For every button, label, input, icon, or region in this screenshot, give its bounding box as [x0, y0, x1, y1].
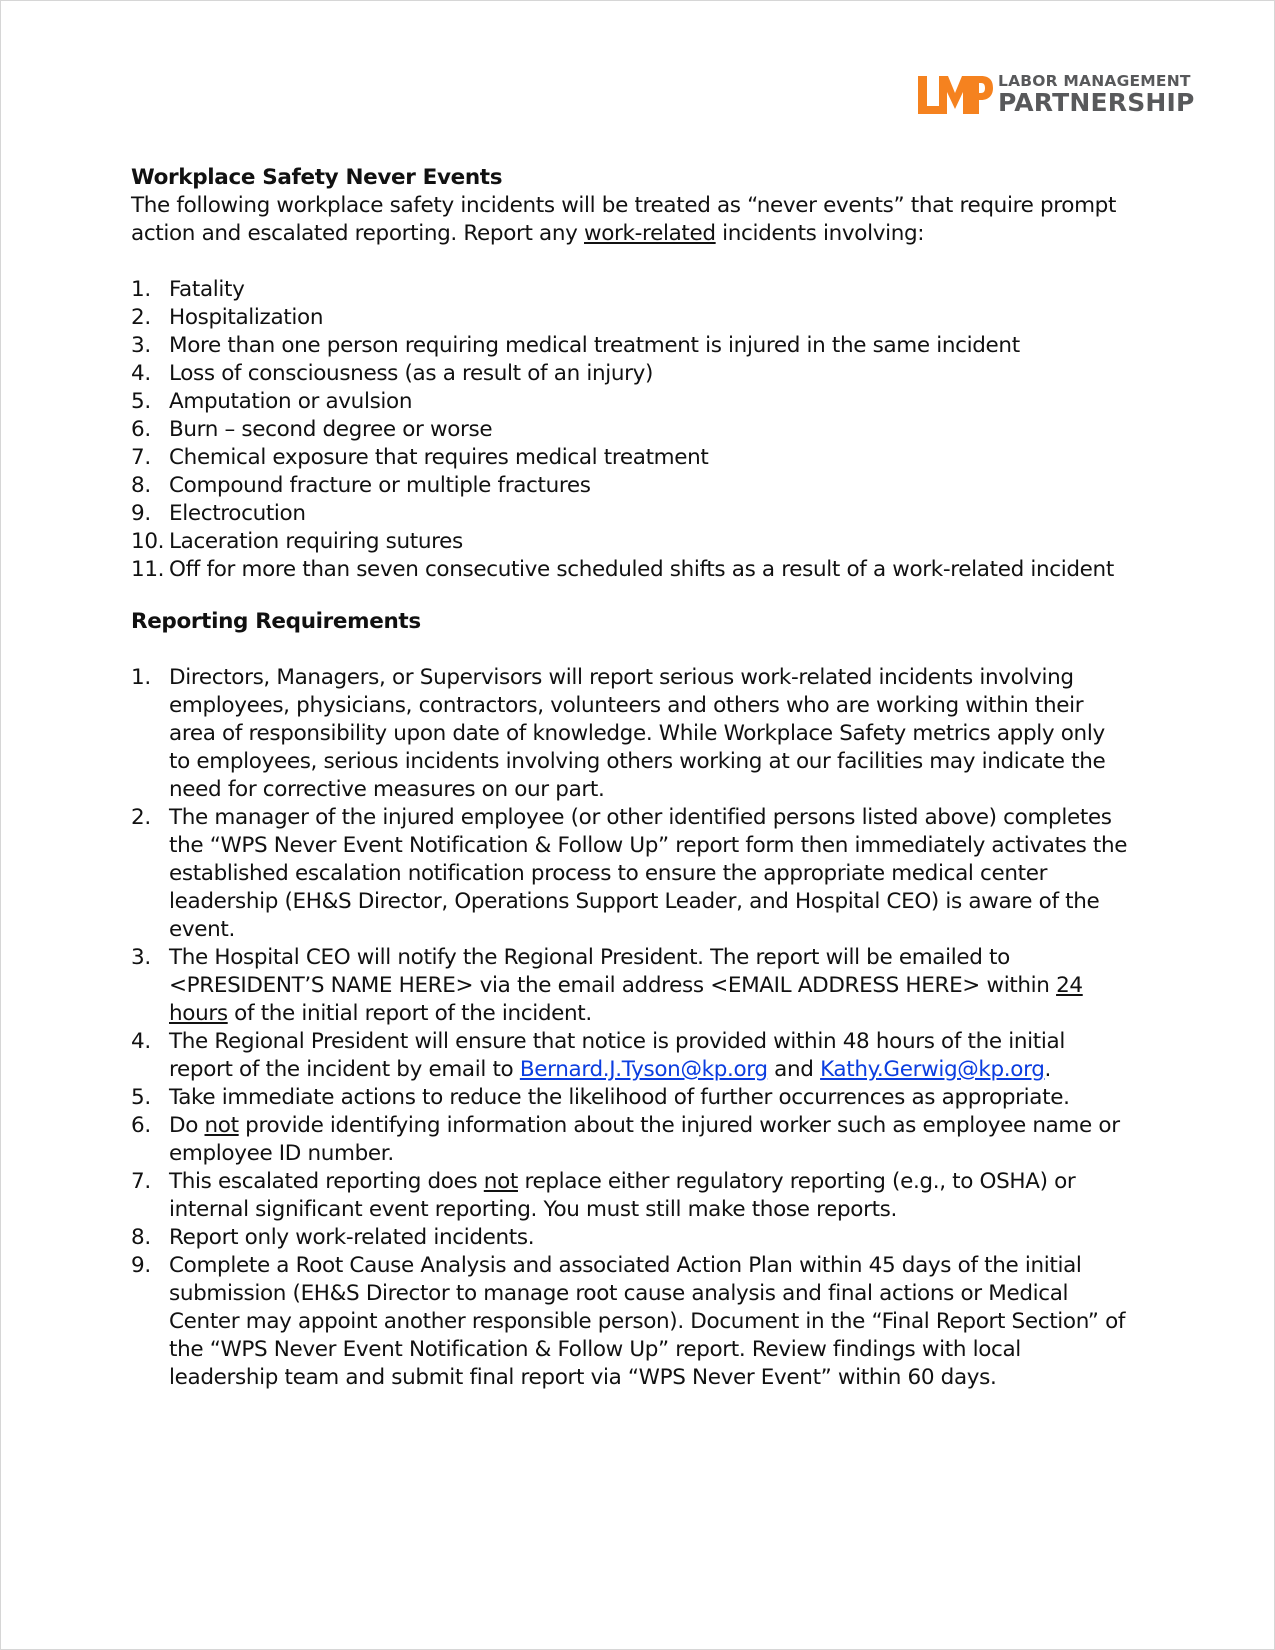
list-item-text: The manager of the injured employee (or other identified persons listed above) completes the “WPS Never Event Notification & Follow Up” report form then immediately activates the established escalation notification process to ensure the appropriate medical center leadership (EH&S Director, Operations Support Leader, and Hospital CEO) is aware of the event.	[169, 805, 1128, 942]
section-heading-never-events: Workplace Safety Never Events	[131, 165, 503, 190]
list-item-text-a: This escalated reporting does	[169, 1169, 484, 1194]
list-item-text-b: .	[1044, 1057, 1051, 1082]
underlined-not: not	[204, 1113, 239, 1138]
list-number: 7.	[131, 1169, 151, 1194]
list-item	[131, 332, 1131, 360]
list-item	[131, 804, 1131, 944]
logo-line-2: PARTNERSHIP	[998, 88, 1195, 117]
list-item-text-mid: and	[767, 1057, 821, 1082]
list-item	[131, 528, 1131, 556]
reporting-requirements-list	[131, 664, 1131, 1392]
list-item	[131, 416, 1131, 444]
list-number: 3.	[131, 945, 151, 970]
list-item	[131, 556, 1131, 584]
list-item	[131, 1028, 1131, 1084]
list-number: 6.	[131, 417, 151, 442]
list-item-text: More than one person requiring medical treatment is injured in the same incident	[169, 333, 1020, 358]
list-number: 4.	[131, 361, 151, 386]
lmp-logo	[917, 73, 1207, 117]
list-number: 9.	[131, 501, 151, 526]
list-item	[131, 304, 1131, 332]
list-item-text: Complete a Root Cause Analysis and associated Action Plan within 45 days of the initial submission (EH&S Director to manage root cause analysis and final actions or Medical Center may appoint another responsible person). Document in the “Final Report Section” of the “WPS Never Event Notification & Follow Up” report. Review findings with local leadership team and submit final report via “WPS Never Event” within 60 days.	[169, 1253, 1126, 1390]
list-number: 8.	[131, 473, 151, 498]
list-item-text: Chemical exposure that requires medical treatment	[169, 445, 709, 470]
list-item-text-b: replace either regulatory reporting (e.g., to OSHA) or internal significant event reporting. You must still make those reports.	[169, 1169, 1076, 1222]
list-number: 9.	[131, 1253, 151, 1278]
list-item-text: Directors, Managers, or Supervisors will report serious work-related incidents involving employees, physicians, contractors, volunteers and others who are working within their area of responsibility upon date of knowledge. While Workplace Safety metrics apply only to employees, serious incidents involving others working at our facilities may indicate the need for corrective measures on our part.	[169, 665, 1106, 802]
section-heading-reporting: Reporting Requirements	[131, 609, 421, 634]
list-item-text: Laceration requiring sutures	[169, 529, 463, 554]
list-item	[131, 360, 1131, 388]
list-item	[131, 444, 1131, 472]
list-item-text: Burn – second degree or worse	[169, 417, 493, 442]
list-number: 11.	[131, 557, 165, 582]
list-item-text: Take immediate actions to reduce the likelihood of further occurrences as appropriate.	[169, 1085, 1070, 1110]
list-number: 3.	[131, 333, 151, 358]
list-number: 1.	[131, 277, 151, 302]
list-item	[131, 664, 1131, 804]
list-item-text: Fatality	[169, 277, 245, 302]
list-item-text-b: provide identifying information about the injured worker such as employee name or employee ID number.	[169, 1113, 1120, 1166]
list-item	[131, 1168, 1131, 1224]
intro-underlined: work-related	[584, 221, 716, 246]
spacer	[131, 248, 1131, 276]
document-body	[131, 164, 1131, 1392]
intro-text-a: The following workplace safety incidents will be treated as “never events” that require prompt action and escalated reporting. Report any	[131, 193, 1117, 246]
spacer	[131, 584, 1131, 608]
lmp-logo-mark	[917, 73, 993, 117]
list-number: 2.	[131, 805, 151, 830]
logo-line-1: LABOR MANAGEMENT	[998, 72, 1191, 90]
list-item-text: Amputation or avulsion	[169, 389, 413, 414]
list-item-text: Hospitalization	[169, 305, 324, 330]
list-item	[131, 1224, 1131, 1252]
list-item-text: Report only work-related incidents.	[169, 1225, 535, 1250]
list-item-text-b: of the initial report of the incident.	[227, 1001, 592, 1026]
list-item	[131, 500, 1131, 528]
underlined-deadline: 24 hours	[169, 973, 1083, 1026]
list-number: 4.	[131, 1029, 151, 1054]
list-number: 5.	[131, 389, 151, 414]
list-item	[131, 472, 1131, 500]
list-item	[131, 1084, 1131, 1112]
list-number: 6.	[131, 1113, 151, 1138]
email-link-gerwig[interactable]: Kathy.Gerwig@kp.org	[820, 1057, 1045, 1082]
underlined-not: not	[483, 1169, 518, 1194]
list-item	[131, 1112, 1131, 1168]
list-item-text-a: Do	[169, 1113, 205, 1138]
list-number: 2.	[131, 305, 151, 330]
intro-paragraph	[131, 192, 1131, 248]
list-item	[131, 1252, 1131, 1392]
list-item-text: Loss of consciousness (as a result of an injury)	[169, 361, 654, 386]
list-number: 8.	[131, 1225, 151, 1250]
list-item-text: Off for more than seven consecutive scheduled shifts as a result of a work-related incident	[169, 557, 1114, 582]
list-item	[131, 276, 1131, 304]
intro-text-b: incidents involving:	[715, 221, 925, 246]
spacer	[131, 636, 1131, 664]
logo-text	[998, 73, 1195, 116]
list-number: 7.	[131, 445, 151, 470]
list-item-text-a: The Hospital CEO will notify the Regional President. The report will be emailed to <PRESIDENT’S NAME HERE> via the email address <EMAIL ADDRESS HERE> within	[169, 945, 1057, 998]
list-item-text: Electrocution	[169, 501, 306, 526]
never-events-list	[131, 276, 1131, 584]
list-item	[131, 388, 1131, 416]
list-number: 1.	[131, 665, 151, 690]
list-number: 5.	[131, 1085, 151, 1110]
list-item-text: Compound fracture or multiple fractures	[169, 473, 591, 498]
email-link-tyson[interactable]: Bernard.J.Tyson@kp.org	[519, 1057, 768, 1082]
list-number: 10.	[131, 529, 165, 554]
list-item	[131, 944, 1131, 1028]
list-item-text-a: The Regional President will ensure that notice is provided within 48 hours of the initial report of the incident by email to	[169, 1029, 1065, 1082]
